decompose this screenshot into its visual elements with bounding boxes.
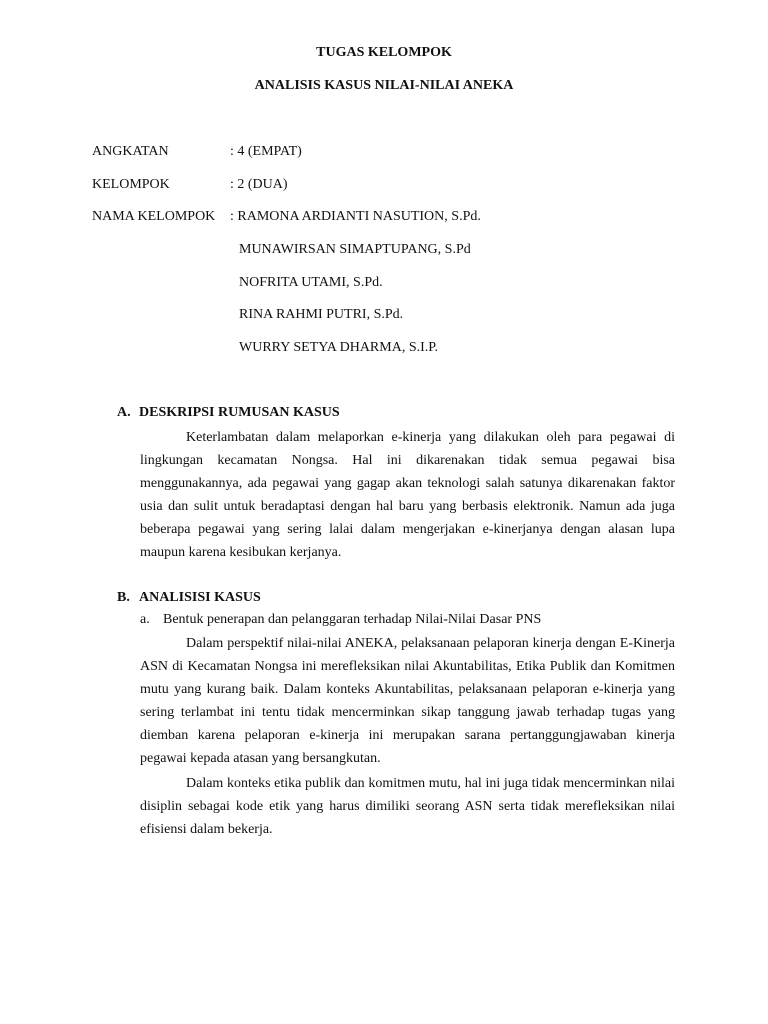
nama-label: NAMA KELOMPOK [92,209,216,224]
section-a-letter: A. [117,405,131,420]
angkatan-value: : 4 (EMPAT) [230,144,302,159]
member-name: WURRY SETYA DHARMA, S.I.P. [239,340,439,355]
section-b-paragraph-2: Dalam konteks etika publik dan komitmen mutu, hal ini juga tidak mencerminkan nilai disiplin sebagai kode etik yang harus dimiliki seorang ASN serta tidak merefleksikan nilai efisiensi dalam bekerja. [140,776,675,837]
section-b-heading [117,589,261,607]
member-name: NOFRITA UTAMI, S.Pd. [239,275,383,290]
kelompok-label: KELOMPOK [92,177,170,192]
nama-value: : RAMONA ARDIANTI NASUTION, S.Pd. [230,209,481,224]
angkatan-label: ANGKATAN [92,144,169,159]
document-subtitle: ANALISIS KASUS NILAI-NILAI ANEKA [254,78,514,93]
section-b-letter: B. [117,590,130,605]
section-b-title: ANALISISI KASUS [139,590,261,605]
section-b-paragraph-1: Dalam perspektif nilai-nilai ANEKA, pelaksanaan pelaporan kinerja dengan E-Kinerja ASN di Kecamatan Nongsa ini merefleksikan nilai Akuntabilitas, Etika Publik dan Komitmen mutu yang kurang baik. Dalam konteks Akuntabilitas, pelaksanaan pelaporan e-kinerja yang sering terlambat ini tentu tidak mencerminkan sikap tanggung jawab terhadap tugas yang diemban karena pelaporan e-kinerja ini merupakan sarana pertanggungjawaban kinerja pegawai kepada atasan yang bersangkutan. [140,636,675,766]
member-name: RINA RAHMI PUTRI, S.Pd. [239,307,404,322]
sub-item-letter: a. [140,612,150,627]
document-title: TUGAS KELOMPOK [316,45,452,60]
section-b-subheading [140,611,541,629]
kelompok-value: : 2 (DUA) [230,177,288,192]
section-a-heading [117,404,340,422]
member-name: MUNAWIRSAN SIMAPTUPANG, S.Pd [239,242,471,257]
sub-item-title: Bentuk penerapan dan pelanggaran terhadap Nilai-Nilai Dasar PNS [163,612,542,627]
section-a-paragraph: Keterlambatan dalam melaporkan e-kinerja yang dilakukan oleh para pegawai di lingkungan kecamatan Nongsa. Hal ini dikarenakan tidak semua pegawai bisa menggunakannya, ada pegawai yang gagap akan teknologi salah satunya dikarenakan faktor usia dan sulit untuk beradaptasi dengan hal baru yang berbasis elektronik. Namun ada juga beberapa pegawai yang sering lalai dalam mengerjakan e-kinerjanya dengan alasan lupa maupun karena kesibukan kerjanya. [140,430,675,560]
section-a-title: DESKRIPSI RUMUSAN KASUS [139,405,340,420]
